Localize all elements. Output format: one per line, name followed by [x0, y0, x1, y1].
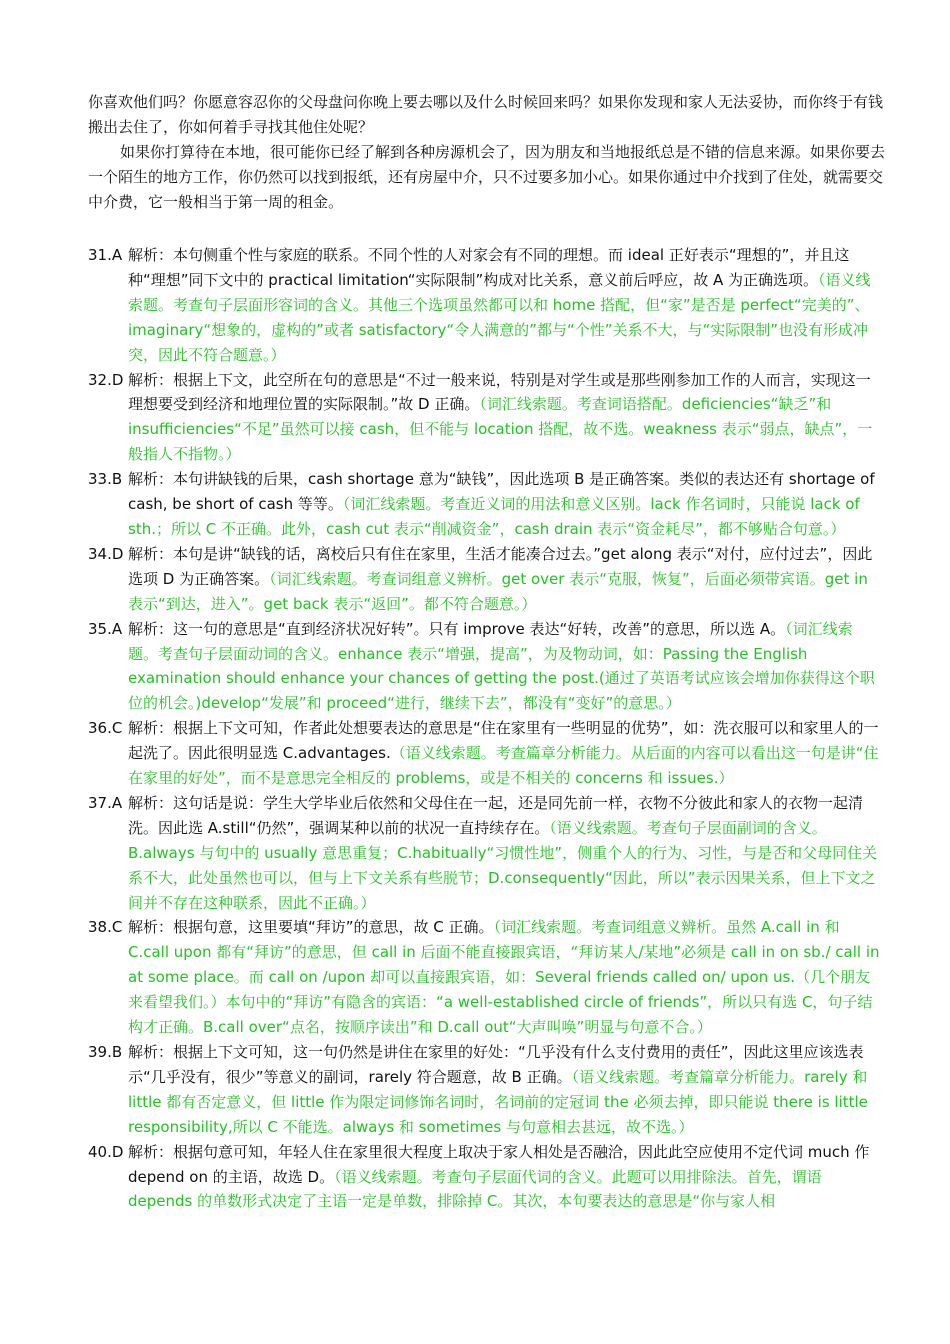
item-number: 34.D [88, 544, 124, 563]
item-note: （词汇线索题。考查近义词的用法和意义区别。lack 作名词时，只能说 lack of sth.；所以 C 不正确。此外，cash cut 表示“削减资金”，cash drain 表示“资金耗尽”，都不够贴合句意。） [128, 495, 860, 538]
explanation-item [88, 243, 880, 368]
item-note: （词汇线索题。考查词组意义辨析。get over 表示“克服，恢复”，后面必须带宾语。get in 表示“到达，进入”。get back 表示“返回”。都不符合题意。） [128, 569, 868, 613]
item-number: 40.D [88, 1142, 124, 1161]
explanation-item [88, 617, 880, 717]
item-text: 解析：根据上下文可知，这一句仍然是讲住在家里的好处：“几乎没有什么支付费用的责任”，因此这里应该选表示“几乎没有，很少”等意义的副词，rarely 符合题意，故 B 正确。 [128, 1043, 864, 1086]
item-text: 解析：本句侧重个性与家庭的联系。不同个性的人对家会有不同的理想。而 ideal 正好表示“理想的”，并且这种“理想”同下文中的 practical limitation“实际限制”构成对比关系，意义前后呼应，故 A 为正确选项。 [128, 246, 850, 289]
item-note: （词汇线索题。考查词组意义辨析。虽然 A.call in 和 C.call upon 都有“拜访”的意思，但 call in 后面不能直接跟宾语，“拜访某人/某地”必须是 call in on sb./ call in at some place。而 call on /upon 却可以直接跟宾语，如：Several friends called on/ upon us.（几个朋友来看望我们。）本句中的“拜访”有隐含的宾语：“a well-established circle of friends”，所以只有选 C，句子结构才正确。B.call over“点名，按顺序读出”和 D.call out“大声叫唤”明显与句意不合。） [128, 918, 880, 1037]
item-text: 解析：本句讲缺钱的后果，cash shortage 意为“缺钱”，因此选项 B 是正确答案。类似的表达还有 shortage of cash, be short of cash 等等。 [128, 470, 875, 514]
item-note: （语义线索题。考查句子层面副词的含义。B.always 与句中的 usually 意思重复；C.habitually“习惯性地”，侧重个人的行为、习性，与是否和父母同住关系不大，此处虽然也可以，但与上下文关系有些脱节；D.consequently“因此，所以”表示因果关系，但上下文之间并不存在这种联系，因此不正确。） [128, 818, 878, 912]
explanation-item [88, 791, 880, 916]
item-text: 解析：这句话是说：学生大学毕业后依然和父母住在一起，还是同先前一样，衣物不分彼此和家人的衣物一起清洗。因此选 A.still“仍然”，强调某种以前的状况一直持续存在。 [128, 793, 864, 837]
item-text: 解析：这一句的意思是“直到经济状况好转”。只有 improve 表达“好转，改善”的意思，所以选 A。 [128, 619, 786, 638]
item-note: （语义线索题。考查句子层面代词的含义。此题可以用排除法。首先，谓语 depends 的单数形式决定了主语一定是单数，排除掉 C。其次，本句要表达的意思是“你与家人相 [128, 1167, 822, 1211]
explanation-item [88, 1140, 880, 1215]
item-number: 32.D [88, 370, 124, 389]
item-text: 解析：本句是讲“缺钱的话，离校后只有住在家里，生活才能凑合过去。”get along 表示“对付，应付过去”，因此选项 D 为正确答案。 [128, 544, 873, 588]
item-note: （词汇线索题。考查句子层面动词的含义。enhance 表示“增强，提高”，为及物动词，如：Passing the English examination should enhance your chances of getting the post.(通过了英语考试应该会增加你获得这个职位的机会。)develop“发展”和 proceed“进行，继续下去”，都没有“变好”的意思。） [128, 619, 875, 713]
intro-paragraph-1: 你喜欢他们吗？你愿意容忍你的父母盘问你晚上要去哪以及什么时候回来吗？如果你发现和家人无法妥协，而你终于有钱搬出去住了，你如何着手寻找其他住处呢？ [88, 93, 884, 136]
item-number: 35.A [88, 619, 123, 638]
item-number: 38.C [88, 918, 123, 937]
intro-paragraph-2: 如果你打算待在本地，很可能你已经了解到各种房源机会了，因为朋友和当地报纸总是不错的信息来源。如果你要去一个陌生的地方工作，你仍然可以找到报纸，还有房屋中介，只不过要多加小心。如果你通过中介找到了住处，就需要交中介费，它一般相当于第一周的租金。 [88, 143, 886, 211]
item-text: 解析：根据上下文可知，作者此处想要表达的意思是“住在家里有一些明显的优势”，如：洗衣服可以和家里人的一起洗了。因此很明显选 C.advantages. [128, 719, 879, 763]
item-note: （语义线索题。考查篇章分析能力。从后面的内容可以看出这一句是讲“住在家里的好处”，而不是意思完全相反的 problems，或是不相关的 concerns 和 issues.） [128, 744, 879, 788]
item-number: 36.C [88, 719, 123, 738]
item-number: 37.A [88, 793, 123, 812]
explanation-item [88, 368, 880, 468]
item-number: 31.A [88, 246, 123, 264]
explanation-item [88, 716, 880, 791]
item-text: 解析：根据句意可知，年轻人住在家里很大程度上取决于家人相处是否融洽，因此此空应使用不定代词 much 作 depend on 的主语，故选 D。 [128, 1142, 870, 1186]
item-number: 33.B [88, 470, 123, 489]
explanation-item [88, 1040, 880, 1140]
intro-section [88, 90, 888, 215]
explanation-item [88, 915, 880, 1040]
answer-explanations [88, 243, 880, 1214]
item-note: （词汇线索题。考查词语搭配。deficiencies“缺乏”和 insufficiencies“不足”虽然可以接 cash，但不能与 location 搭配，故不选。weakness 表示“弱点，缺点”，一般指人不指物。） [128, 395, 873, 464]
item-number: 39.B [88, 1043, 123, 1061]
item-note: （语义线索题。考查句子层面形容词的含义。其他三个选项虽然都可以和 home 搭配，但“家”是否是 perfect“完美的”、imaginary“想象的，虚构的”或者 satisfactory“令人满意的”都与“个性”关系不大，与“实际限制”也没有形成冲突，因此不符合题意。） [128, 270, 871, 364]
explanation-item [88, 542, 880, 617]
item-text: 解析：根据句意，这里要填“拜访”的意思，故 C 正确。 [128, 918, 494, 937]
item-text: 解析：根据上下文，此空所在句的意思是“不过一般来说，特别是对学生或是那些刚参加工作的人而言，实现这一理想要受到经济和地理位置的实际限制。”故 D 正确。 [128, 370, 871, 414]
explanation-item [88, 467, 880, 542]
item-note: （语义线索题。考查篇章分析能力。rarely 和 little 都有否定意义，但 little 作为限定词修饰名词时，名词前的定冠词 the 必须去掉，即只能说 there is little responsibility,所以 C 不能选。always 和 sometimes 与句意相去甚远，故不选。） [128, 1067, 868, 1136]
